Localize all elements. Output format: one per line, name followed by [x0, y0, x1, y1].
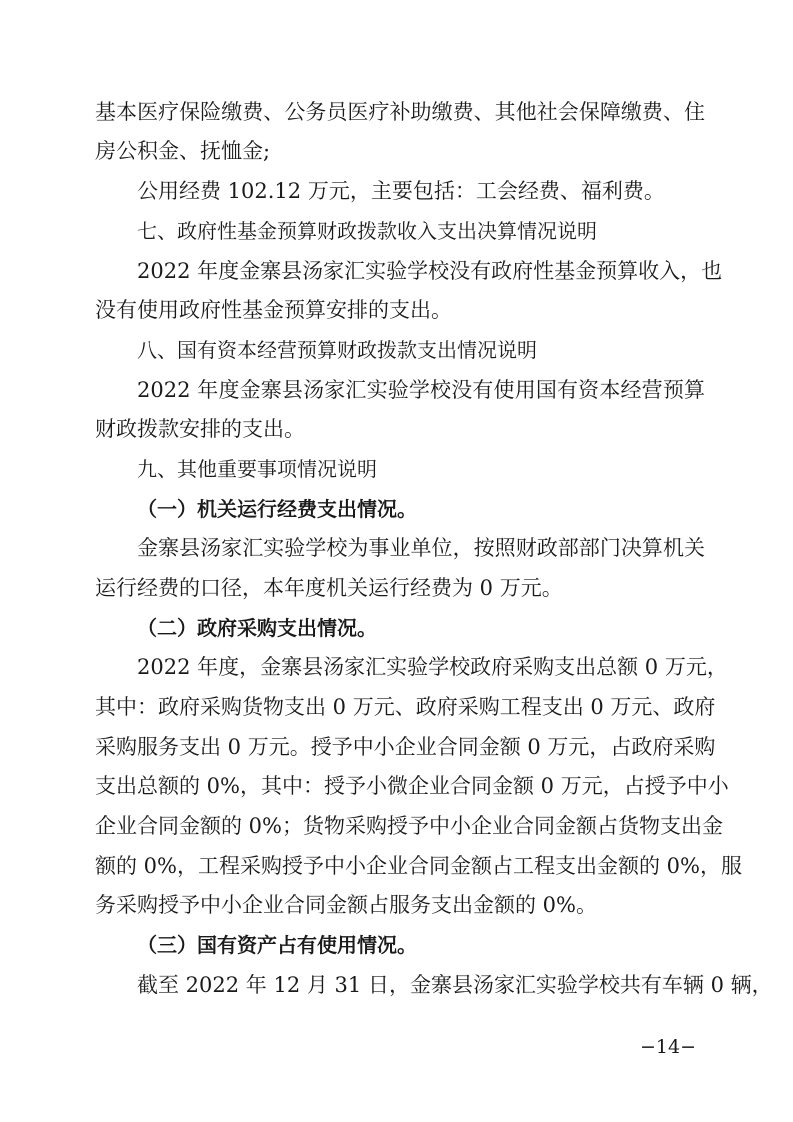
subsection-heading-1: （一）机关运行经费支出情况。	[137, 497, 417, 521]
paragraph-line: 公用经费 102.12 万元，主要包括：工会经费、福利费。	[137, 179, 665, 203]
paragraph-line: 2022 年度金寨县汤家汇实验学校没有政府性基金预算收入，也	[137, 259, 723, 283]
paragraph-line: 截至 2022 年 12 月 31 日，金寨县汤家汇实验学校共有车辆 0 辆，	[137, 973, 773, 997]
paragraph-line: 运行经费的口径，本年度机关运行经费为 0 万元。	[95, 576, 563, 600]
paragraph-line: 2022 年度金寨县汤家汇实验学校没有使用国有资本经营预算	[137, 378, 705, 402]
paragraph-line: 2022 年度，金寨县汤家汇实验学校政府采购支出总额 0 万元，	[137, 655, 728, 679]
section-heading-7: 七、政府性基金预算财政拨款收入支出决算情况说明	[137, 219, 597, 243]
subsection-heading-3: （三）国有资产占有使用情况。	[137, 933, 417, 957]
paragraph-line: 财政拨款安排的支出。	[95, 417, 305, 441]
section-heading-8: 八、国有资本经营预算财政拨款支出情况说明	[137, 338, 537, 362]
paragraph-line: 务采购授予中小企业合同金额占服务支出金额的 0%。	[95, 893, 597, 917]
subsection-heading-2: （二）政府采购支出情况。	[137, 616, 377, 640]
paragraph-line: 企业合同金额的 0%；货物采购授予中小企业合同金额占货物支出金	[95, 814, 723, 838]
paragraph-line: 房公积金、抚恤金;	[95, 139, 271, 163]
paragraph-line: 额的 0%，工程采购授予中小企业合同金额占工程支出金额的 0%，服	[95, 854, 742, 878]
paragraph-line: 支出总额的 0%，其中：授予小微企业合同金额 0 万元，占授予中小	[95, 774, 729, 798]
page-number: −14−	[640, 1036, 697, 1058]
section-heading-9: 九、其他重要事项情况说明	[137, 457, 377, 481]
paragraph-line: 没有使用政府性基金预算安排的支出。	[95, 298, 452, 322]
paragraph-line: 金寨县汤家汇实验学校为事业单位，按照财政部部门决算机关	[137, 536, 705, 560]
paragraph-line: 其中：政府采购货物支出 0 万元、政府采购工程支出 0 万元、政府	[95, 695, 716, 719]
paragraph-line: 基本医疗保险缴费、公务员医疗补助缴费、其他社会保障缴费、住	[95, 100, 705, 124]
paragraph-line: 采购服务支出 0 万元。授予中小企业合同金额 0 万元，占政府采购	[95, 735, 716, 759]
